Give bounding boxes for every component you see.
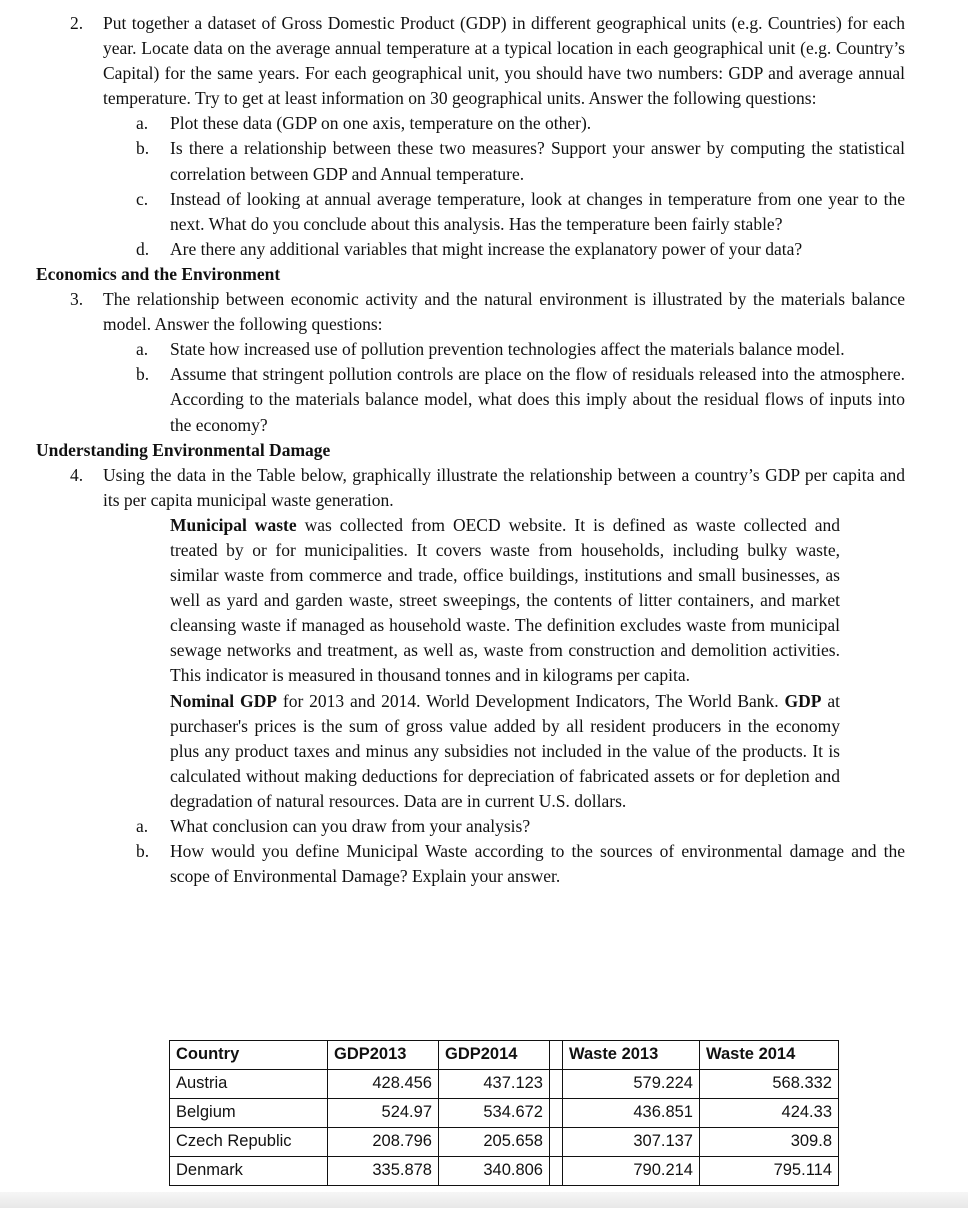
table-cell: 340.806	[439, 1157, 550, 1186]
sub-label: a.	[136, 113, 149, 134]
column-header	[550, 1041, 563, 1070]
question-number: 2.	[70, 13, 84, 33]
sub-text: How would you define Municipal Waste according to the sources of environmental damage and the scope of Environmental Damage? Explain your answer.	[170, 841, 905, 887]
table-cell: Austria	[170, 1070, 328, 1099]
table-row	[170, 1157, 839, 1186]
section-heading: Economics and the Environment	[36, 263, 281, 284]
question-number: 4.	[70, 464, 84, 485]
table-cell: 795.114	[700, 1157, 839, 1186]
table-row	[170, 1128, 839, 1157]
term: GDP	[784, 690, 822, 711]
question-4	[70, 463, 905, 513]
question-3	[70, 287, 905, 337]
gdp-definition	[170, 689, 840, 814]
sub-text: State how increased use of pollution prevention technologies affect the materials balance model.	[170, 339, 845, 360]
table-cell	[550, 1128, 563, 1157]
municipal-waste-definition	[170, 513, 840, 689]
q3-sub-a	[136, 337, 905, 362]
table-cell: 307.137	[563, 1128, 700, 1157]
sub-label: b.	[136, 841, 150, 862]
sub-label: b.	[136, 364, 150, 385]
table-header-row	[170, 1041, 839, 1070]
term: Nominal GDP	[170, 690, 277, 711]
table-cell: 436.851	[563, 1099, 700, 1128]
definition-text: was collected from OECD website. It is defined as waste collected and treated by or for municipalities. It covers waste from households, including bulky waste, similar waste from commerce and trade, office buildings, institutions and small businesses, as well as yard and garden waste, street sweepings, the contents of litter containers, and market cleansing waste if managed as household waste. The definition excludes waste from municipal sewage networks and treatment, as well as, waste from construction and demolition activities. This indicator is measured in thousand tonnes and in kilograms per capita.	[170, 514, 840, 686]
q4-sub-a	[136, 814, 905, 839]
table-cell: 335.878	[328, 1157, 439, 1186]
sub-text: Are there any additional variables that might increase the explanatory power of your data?	[170, 238, 803, 259]
table-cell: 534.672	[439, 1099, 550, 1128]
sub-text: Instead of looking at annual average temperature, look at changes in temperature from one year to the next. What do you conclude about this analysis. Has the temperature been fairly stable?	[170, 188, 905, 234]
table-cell	[550, 1070, 563, 1099]
question-number: 3.	[70, 289, 84, 310]
column-header: Waste 2013	[563, 1041, 700, 1070]
column-header: GDP2014	[439, 1041, 550, 1070]
q2-sub-b	[136, 136, 905, 186]
q3-sub-b	[136, 362, 905, 437]
table-cell: 524.97	[328, 1099, 439, 1128]
table-row	[170, 1099, 839, 1128]
table-cell	[550, 1099, 563, 1128]
table-cell: 205.658	[439, 1128, 550, 1157]
sub-label: a.	[136, 339, 149, 360]
sub-text: Is there a relationship between these two measures? Support your answer by computing the statistical correlation between GDP and Annual temperature.	[170, 138, 905, 184]
table-cell: 309.8	[700, 1128, 839, 1157]
sub-label: a.	[136, 816, 149, 836]
table-cell: Denmark	[170, 1157, 328, 1186]
column-header: Waste 2014	[700, 1041, 839, 1070]
sub-text: Assume that stringent pollution controls are place on the flow of residuals released into the atmosphere. According to the materials balance model, what does this imply about the residual flows of inputs into the economy?	[170, 364, 905, 435]
table-cell	[550, 1157, 563, 1186]
section-heading: Understanding Environmental Damage	[36, 439, 331, 460]
sub-label: c.	[136, 188, 149, 209]
sub-label: b.	[136, 138, 150, 159]
question-text: The relationship between economic activity and the natural environment is illustrated by the materials balance model. Answer the following questions:	[103, 289, 905, 335]
q2-sub-a	[136, 111, 905, 136]
sub-text: What conclusion can you draw from your analysis?	[170, 816, 531, 836]
table-cell: 208.796	[328, 1128, 439, 1157]
sub-text: Plot these data (GDP on one axis, temperature on the other).	[170, 113, 592, 134]
table-cell: Belgium	[170, 1099, 328, 1128]
definition-text: for 2013 and 2014. World Development Indicators, The World Bank.	[277, 690, 785, 711]
gdp-waste-table	[169, 1040, 839, 1186]
page-bottom-shadow	[0, 1192, 968, 1208]
question-text: Using the data in the Table below, graphically illustrate the relationship between a country’s GDP per capita and its per capita municipal waste generation.	[103, 464, 905, 510]
definition-text: at purchaser's prices is the sum of gross value added by all resident producers in the economy plus any product taxes and minus any subsidies not included in the value of the products. It is calculated without making deductions for depreciation of fabricated assets or for depletion and degradation of natural resources. Data are in current U.S. dollars.	[170, 690, 840, 811]
column-header: Country	[170, 1041, 328, 1070]
table-row	[170, 1070, 839, 1099]
table-cell: Czech Republic	[170, 1128, 328, 1157]
table-cell: 428.456	[328, 1070, 439, 1099]
document-content	[0, 11, 968, 889]
q2-sub-c	[136, 187, 905, 237]
table-cell: 437.123	[439, 1070, 550, 1099]
table-cell: 790.214	[563, 1157, 700, 1186]
term: Municipal waste	[170, 514, 297, 535]
question-2	[70, 11, 905, 111]
table-cell: 579.224	[563, 1070, 700, 1099]
column-header: GDP2013	[328, 1041, 439, 1070]
q2-sub-d	[136, 237, 905, 262]
table-cell: 568.332	[700, 1070, 839, 1099]
q4-sub-b	[136, 839, 905, 889]
sub-label: d.	[136, 238, 150, 259]
question-text: Put together a dataset of Gross Domestic Product (GDP) in different geographical units (e.g. Countries) for each year. Locate data on the average annual temperature at a typical location in each geographical unit (e.g. Country’s Capital) for the same years. For each geographical unit, you should have two numbers: GDP and average annual temperature. Try to get at least information on 30 geographical units. Answer the following questions:	[103, 13, 905, 109]
table-cell: 424.33	[700, 1099, 839, 1128]
